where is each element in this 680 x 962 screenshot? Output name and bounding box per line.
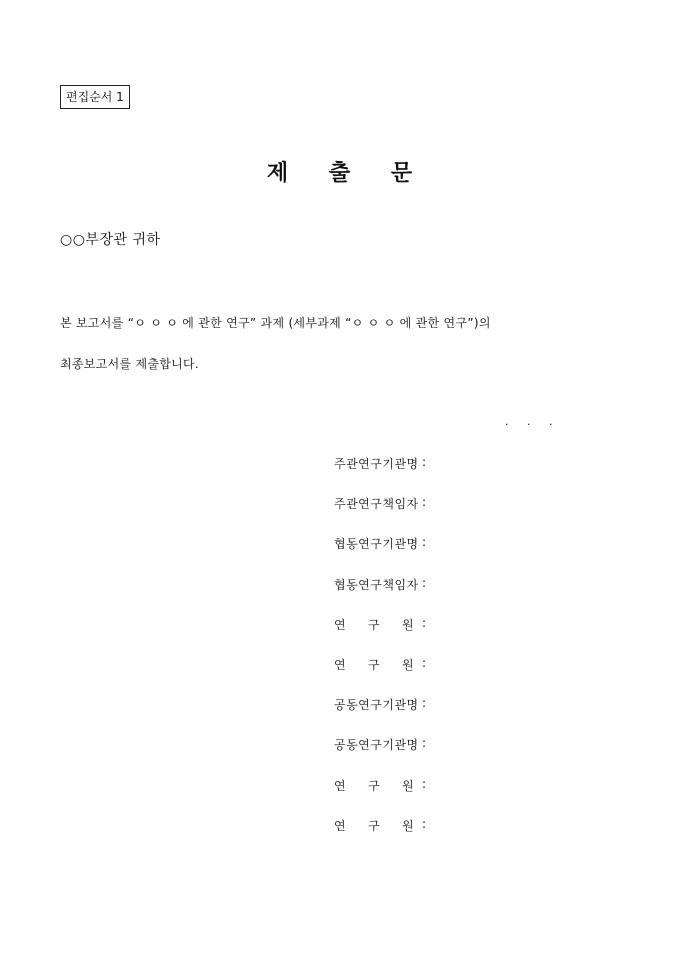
signatory-row [334, 817, 432, 857]
submission-date: . . . [505, 415, 555, 428]
edit-order-label: 편집순서 1 [60, 85, 130, 109]
signatory-role: 공동연구기관명 [334, 738, 419, 753]
signatory-row [334, 576, 432, 616]
signatory-role: 협동연구책임자 [334, 577, 419, 592]
role-char: 원 [402, 657, 415, 672]
signatory-role: 주관연구기관명 [334, 457, 419, 471]
signatory-row [334, 616, 432, 656]
signatory-colon: : [422, 455, 427, 469]
signatory-role [334, 817, 422, 834]
role-char: 구 [368, 657, 381, 672]
signatory-colon: : [422, 615, 427, 630]
role-char: 원 [402, 617, 415, 632]
signatory-colon: : [422, 736, 427, 751]
role-char: 연 [334, 778, 347, 793]
document-title [0, 156, 680, 187]
role-char: 연 [334, 818, 347, 833]
title-char: 문 [390, 160, 414, 186]
signatory-row [334, 696, 432, 736]
role-char: 구 [368, 617, 381, 632]
signatory-role [334, 777, 422, 794]
signatory-colon: : [422, 816, 427, 831]
signatory-row [334, 495, 432, 535]
body-text-line: 본 보고서를 “ㅇ ㅇ ㅇ 에 관한 연구” 과제 (세부과제 “ㅇ ㅇ ㅇ 에 관한 연구”)의 [60, 316, 491, 330]
addressee: ○○부장관 귀하 [60, 232, 161, 248]
role-char: 구 [368, 778, 381, 793]
signatory-row [334, 535, 432, 575]
body-text-line: 최종보고서를 제출합니다. [60, 357, 200, 371]
role-char: 연 [334, 617, 347, 632]
title-char: 출 [328, 160, 352, 186]
signatory-row [334, 736, 432, 776]
role-char: 원 [402, 818, 415, 833]
role-char: 원 [402, 778, 415, 793]
signatory-role [334, 616, 422, 633]
signatory-role [334, 656, 422, 673]
role-char: 연 [334, 657, 347, 672]
signatory-row [334, 455, 432, 495]
role-char: 구 [368, 818, 381, 833]
signatory-colon: : [422, 696, 427, 711]
signatory-row [334, 656, 432, 696]
signatory-list [334, 455, 432, 857]
signatory-colon: : [422, 575, 427, 590]
signatory-role: 협동연구기관명 [334, 537, 419, 552]
signatory-colon: : [422, 655, 427, 670]
signatory-role: 주관연구책임자 [334, 497, 419, 512]
title-char: 제 [266, 160, 290, 186]
signatory-colon: : [422, 495, 427, 510]
signatory-colon: : [422, 776, 427, 791]
signatory-row [334, 777, 432, 817]
signatory-colon: : [422, 535, 427, 550]
signatory-role: 공동연구기관명 [334, 698, 419, 713]
